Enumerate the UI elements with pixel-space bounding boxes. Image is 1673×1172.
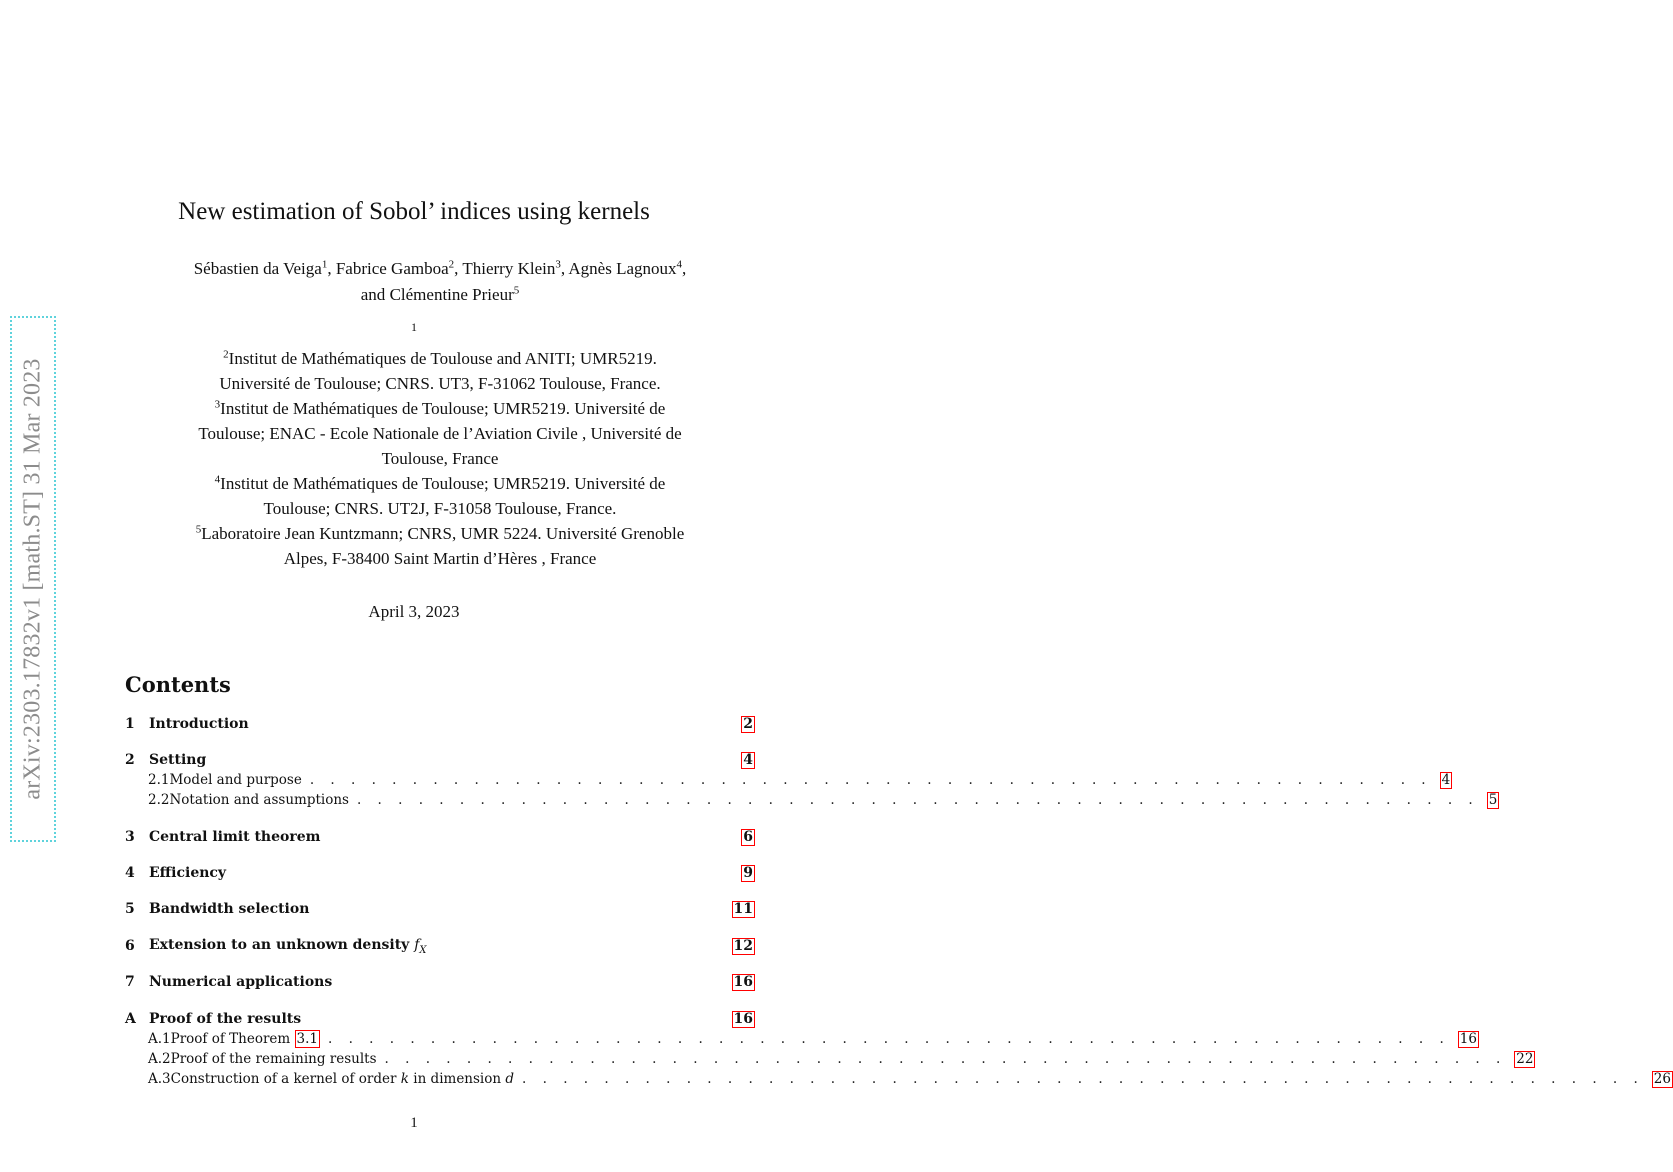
affiliation-line: Toulouse; CNRS. UT2J, F-31058 Toulouse, France.	[263, 499, 617, 518]
toc-leader: . . . . . . . . . . . . . . . . . . . . . . . . . . . . . . . . . . . . . . . . . . . . . . . . . . . . . . .	[384, 1051, 1507, 1067]
affiliation-sup: 2	[223, 348, 229, 361]
contents-heading: Contents	[125, 672, 231, 697]
toc-subsection-remaining[interactable]	[148, 1049, 1534, 1069]
author-name: Thierry Klein	[462, 259, 556, 278]
toc-title: Central limit theorem	[149, 829, 321, 845]
toc-number: A.3	[148, 1071, 171, 1087]
author-and: and	[360, 285, 386, 304]
toc-number: 6	[125, 938, 135, 954]
arxiv-stamp	[10, 316, 56, 842]
toc-title: Proof of the remaining results	[170, 1051, 377, 1067]
toc-page-link[interactable]: 16	[733, 973, 753, 990]
toc-title: Model and purpose	[169, 772, 302, 788]
toc-subsection-notation[interactable]	[148, 790, 1498, 810]
toc-page-link[interactable]: 16	[733, 1010, 753, 1027]
toc-number: 7	[125, 974, 135, 990]
toc-section-extension[interactable]	[125, 935, 755, 957]
toc-title: Introduction	[149, 716, 249, 732]
affiliation	[130, 471, 750, 521]
toc-section-efficiency[interactable]	[125, 862, 755, 884]
author-name: Sébastien da Veiga	[193, 259, 322, 278]
affiliation	[130, 346, 750, 396]
toc-title	[171, 1031, 320, 1047]
theorem-ref-link[interactable]: 3.1	[296, 1031, 318, 1047]
toc-page-link[interactable]: 12	[733, 937, 753, 954]
toc-subsection-model[interactable]	[148, 770, 1451, 790]
arxiv-id[interactable]: arXiv:2303.17832v1 [math.ST] 31 Mar 2023	[19, 358, 46, 800]
toc-section-clt[interactable]	[125, 826, 755, 848]
toc-page-link[interactable]: 4	[1441, 771, 1451, 788]
author-name: Fabrice Gamboa	[335, 259, 449, 278]
affiliation-sup: 4	[214, 473, 221, 486]
toc-number: 4	[125, 865, 135, 881]
toc-title-text: Construction of a kernel of order	[170, 1071, 397, 1087]
affiliation-sup: 5	[195, 523, 202, 536]
toc-page-link[interactable]: 26	[1653, 1070, 1671, 1087]
affiliation	[130, 396, 750, 471]
affiliation-line: Institut de Mathématiques de Toulouse; UMR5219. Université de	[220, 474, 666, 493]
paper-date: April 3, 2023	[368, 602, 460, 621]
toc-section-introduction[interactable]	[125, 713, 755, 735]
page-number: 1	[410, 1115, 418, 1131]
toc-page-link[interactable]: 2	[743, 715, 753, 732]
affiliation-mark: 1	[411, 320, 417, 334]
author-sup: 2	[448, 258, 455, 271]
author-sup: 1	[321, 258, 328, 271]
toc-number: A.1	[148, 1031, 171, 1047]
toc-section-bandwidth[interactable]	[125, 898, 755, 920]
affiliation-line: Toulouse, France	[381, 449, 499, 468]
toc-number: 1	[125, 716, 135, 732]
affiliation-list	[130, 346, 750, 571]
toc-title: Bandwidth selection	[149, 901, 310, 917]
toc-title: Notation and assumptions	[169, 792, 349, 808]
toc-title	[171, 1071, 514, 1087]
toc-section-setting[interactable]	[125, 749, 755, 771]
toc-page-link[interactable]: 6	[743, 828, 753, 845]
toc-leader: . . . . . . . . . . . . . . . . . . . . . . . . . . . . . . . . . . . . . . . . . . . . . . . . . . . . . . .	[309, 772, 1432, 788]
toc-page-link[interactable]: 9	[743, 864, 753, 881]
toc-number: 2.2	[148, 792, 170, 808]
toc-title: Efficiency	[149, 865, 227, 881]
affiliation-line: Toulouse; ENAC - Ecole Nationale de l’Aviation Civile , Université de	[198, 424, 682, 443]
toc-title: Numerical applications	[149, 974, 333, 990]
toc-section-appendix[interactable]	[125, 1008, 755, 1030]
math-f: f	[414, 936, 420, 953]
affiliation-line: Université de Toulouse; CNRS. UT3, F-31062 Toulouse, France.	[219, 374, 661, 393]
toc-number: 5	[125, 901, 135, 917]
toc-number: 2.1	[148, 772, 170, 788]
author-list: Sébastien da Veiga$^1$, Fabrice Gamboa$^2$, Thierry Klein$^3$, Agnès Lagnoux$^4$, and Clémentine Prieur$^5$	[193, 258, 687, 304]
toc-section-numerical[interactable]	[125, 971, 755, 993]
author-name: Agnès Lagnoux	[568, 259, 677, 278]
author-sup: 5	[513, 284, 520, 297]
affiliation	[130, 521, 750, 571]
toc-page-link[interactable]: 5	[1488, 791, 1498, 808]
paper-title: New estimation of Sobol’ indices using kernels	[178, 198, 650, 225]
toc-page-link[interactable]: 4	[743, 751, 753, 768]
toc-title: Setting	[149, 752, 207, 768]
toc-number: A.2	[148, 1051, 171, 1067]
affiliation-line: Institut de Mathématiques de Toulouse and ANITI; UMR5219.	[228, 349, 657, 368]
toc-number: A	[125, 1011, 136, 1027]
toc-title	[149, 937, 732, 956]
math-d: d	[505, 1071, 515, 1087]
toc-title-text: in dimension	[413, 1071, 502, 1087]
affiliation-sup: 3	[214, 398, 221, 411]
affiliation-line: Laboratoire Jean Kuntzmann; CNRS, UMR 5224. Université Grenoble	[201, 524, 685, 543]
toc-page-link[interactable]: 16	[1459, 1030, 1477, 1047]
toc-title-text: Proof of Theorem	[170, 1031, 291, 1047]
affiliation-line: Institut de Mathématiques de Toulouse; UMR5219. Université de	[220, 399, 666, 418]
toc-number: 3	[125, 829, 135, 845]
toc-subsection-kernel[interactable]	[148, 1069, 1671, 1089]
toc-number: 2	[125, 752, 135, 768]
toc-page-link[interactable]: 11	[733, 900, 753, 917]
math-k: k	[400, 1071, 409, 1087]
affiliation-line: Alpes, F-38400 Saint Martin d’Hères , France	[283, 549, 597, 568]
author-sup: 4	[676, 258, 683, 271]
toc-leader: . . . . . . . . . . . . . . . . . . . . . . . . . . . . . . . . . . . . . . . . . . . . . . . . . . . . . . .	[356, 792, 1479, 808]
toc-subsection-proof-theorem[interactable]	[148, 1029, 1477, 1049]
toc-page-link[interactable]: 22	[1516, 1050, 1534, 1067]
toc-title-text: Extension to an unknown density	[149, 936, 410, 953]
author-name: Clémentine Prieur	[389, 285, 514, 304]
author-sup: 3	[555, 258, 561, 271]
toc-leader: . . . . . . . . . . . . . . . . . . . . . . . . . . . . . . . . . . . . . . . . . . . . . . . . . . . . . . .	[327, 1031, 1450, 1047]
math-sub: X	[419, 944, 427, 956]
toc-leader: . . . . . . . . . . . . . . . . . . . . . . . . . . . . . . . . . . . . . . . . . . . . . . . . . . . . . . .	[522, 1071, 1644, 1087]
toc-title: Proof of the results	[149, 1011, 302, 1027]
